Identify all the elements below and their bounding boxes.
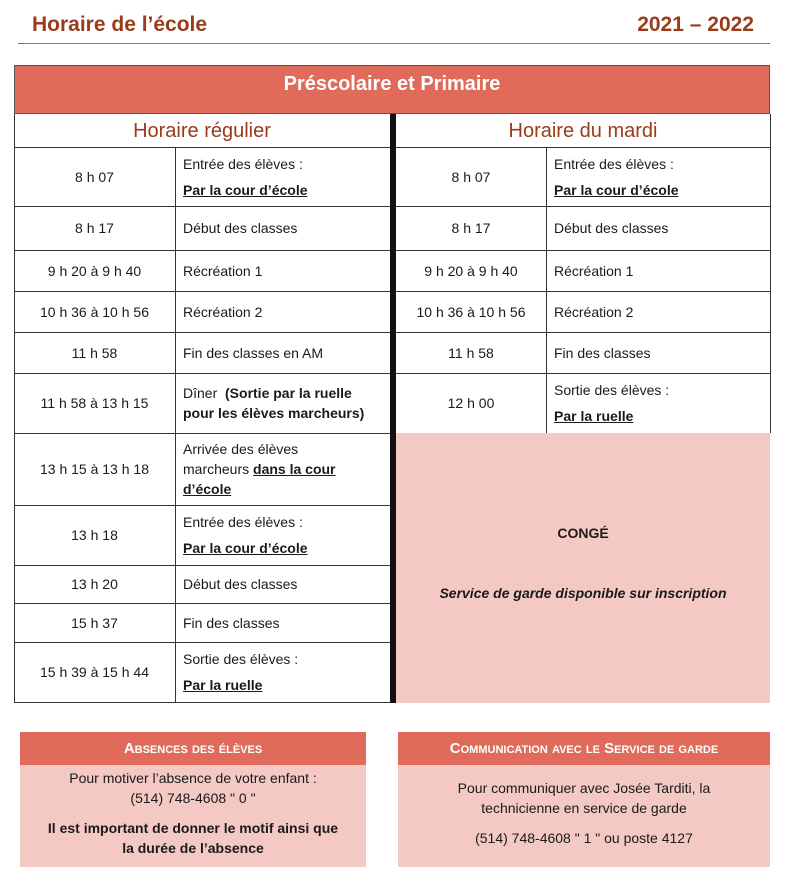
absences-note: Il est important de donner le motif ainsi que: [47, 820, 339, 836]
activity-label: Début des classes: [183, 220, 298, 236]
activity-label: Dîner: [183, 385, 218, 401]
activity-label: Arrivée des élèves: [183, 441, 299, 457]
absences-phone: (514) 748-4608 " 0 ": [130, 790, 256, 806]
activity-label: Fin des classes: [554, 344, 651, 361]
activity-note: (Sortie par la ruelle: [225, 385, 352, 401]
communication-text: Pour communiquer avec Josée Tarditi, la: [457, 780, 711, 796]
activity-location: dans la cour: [253, 461, 336, 477]
regular-activity: [175, 147, 390, 206]
activity-location: d’école: [183, 481, 232, 497]
regular-activity: [175, 373, 390, 433]
regular-time: 15 h 39 à 15 h 44: [40, 664, 149, 680]
activity-label: Sortie des élèves :: [554, 382, 670, 398]
regular-time: 13 h 18: [71, 527, 118, 543]
absences-note: la durée de l’absence: [122, 840, 264, 856]
regular-activity: [175, 565, 390, 603]
activity-label: Entrée des élèves :: [183, 155, 303, 172]
activity-label: Entrée des élèves :: [554, 155, 674, 172]
regular-activity: [175, 433, 390, 505]
section-banner: Préscolaire et Primaire: [14, 65, 770, 114]
school-year: 2021 – 2022: [637, 13, 754, 36]
communication-text: technicienne en service de garde: [481, 800, 687, 816]
regular-activity: [175, 642, 390, 702]
activity-label: Récréation 2: [183, 303, 263, 320]
tuesday-activity: [546, 147, 770, 206]
absences-title: Absences des élèves: [20, 732, 366, 765]
tuesday-activity: [546, 206, 770, 250]
table-border-right: [770, 114, 771, 433]
row-line: [14, 702, 390, 703]
tuesday-schedule-title: Horaire du mardi: [508, 120, 658, 142]
communication-phone: (514) 748-4608 " 1 " ou poste 4127: [475, 830, 693, 846]
communication-title: Communication avec le Service de garde: [398, 732, 770, 765]
activity-label: Entrée des élèves :: [183, 514, 303, 530]
activity-label: Sortie des élèves :: [183, 651, 299, 667]
tuesday-time: 8 h 17: [451, 220, 491, 236]
tuesday-time: 10 h 36 à 10 h 56: [416, 303, 526, 320]
regular-time: 9 h 20 à 9 h 40: [47, 262, 142, 279]
communication-body: [398, 765, 770, 867]
tuesday-time: 11 h 58: [448, 344, 494, 361]
regular-time: 11 h 58 à 13 h 15: [40, 395, 149, 411]
conge-block: [396, 433, 770, 703]
regular-schedule-title: Horaire régulier: [133, 120, 271, 142]
regular-time: 11 h 58: [71, 344, 118, 361]
activity-label: Récréation 1: [554, 262, 634, 279]
tuesday-activity: [546, 291, 770, 332]
activity-label: Récréation 1: [183, 262, 263, 279]
header-divider: [18, 43, 770, 44]
regular-time: 13 h 20: [71, 576, 118, 592]
activity-note: pour les élèves marcheurs): [183, 405, 365, 421]
regular-time: 8 h 17: [75, 220, 114, 236]
regular-time: 10 h 36 à 10 h 56: [40, 303, 149, 320]
tuesday-activity: [546, 250, 770, 291]
activity-location: Par la cour d’école: [554, 181, 679, 198]
activity-label: Début des classes: [183, 576, 298, 592]
regular-time: 8 h 07: [75, 168, 114, 185]
activity-label: Début des classes: [554, 220, 669, 236]
tuesday-time: 8 h 07: [451, 168, 491, 185]
activity-location: Par la ruelle: [183, 677, 263, 693]
regular-activity: [175, 603, 390, 642]
activity-location: Par la cour d’école: [183, 181, 308, 198]
regular-time: 15 h 37: [71, 614, 118, 631]
regular-time: 13 h 15 à 13 h 18: [40, 461, 149, 477]
activity-location: Par la ruelle: [554, 408, 634, 424]
activity-location: Par la cour d’école: [183, 540, 308, 556]
conge-title: CONGÉ: [557, 525, 609, 541]
regular-activity: [175, 332, 390, 373]
activity-label: marcheurs: [183, 461, 250, 477]
tuesday-activity: [546, 373, 770, 433]
page-title: Horaire de l’école: [32, 13, 208, 36]
regular-activity: [175, 291, 390, 332]
tuesday-time: 9 h 20 à 9 h 40: [424, 262, 518, 279]
activity-label: Fin des classes: [183, 614, 280, 631]
regular-activity: [175, 206, 390, 250]
regular-activity: [175, 250, 390, 291]
regular-activity: [175, 505, 390, 565]
activity-label: Récréation 2: [554, 303, 634, 320]
tuesday-time: 12 h 00: [447, 395, 495, 411]
absences-body: [20, 765, 366, 867]
tuesday-activity: [546, 332, 770, 373]
absences-text: Pour motiver l’absence de votre enfant :: [69, 770, 317, 786]
activity-label: Fin des classes en AM: [183, 344, 324, 361]
conge-subtitle: Service de garde disponible sur inscription: [439, 585, 727, 601]
